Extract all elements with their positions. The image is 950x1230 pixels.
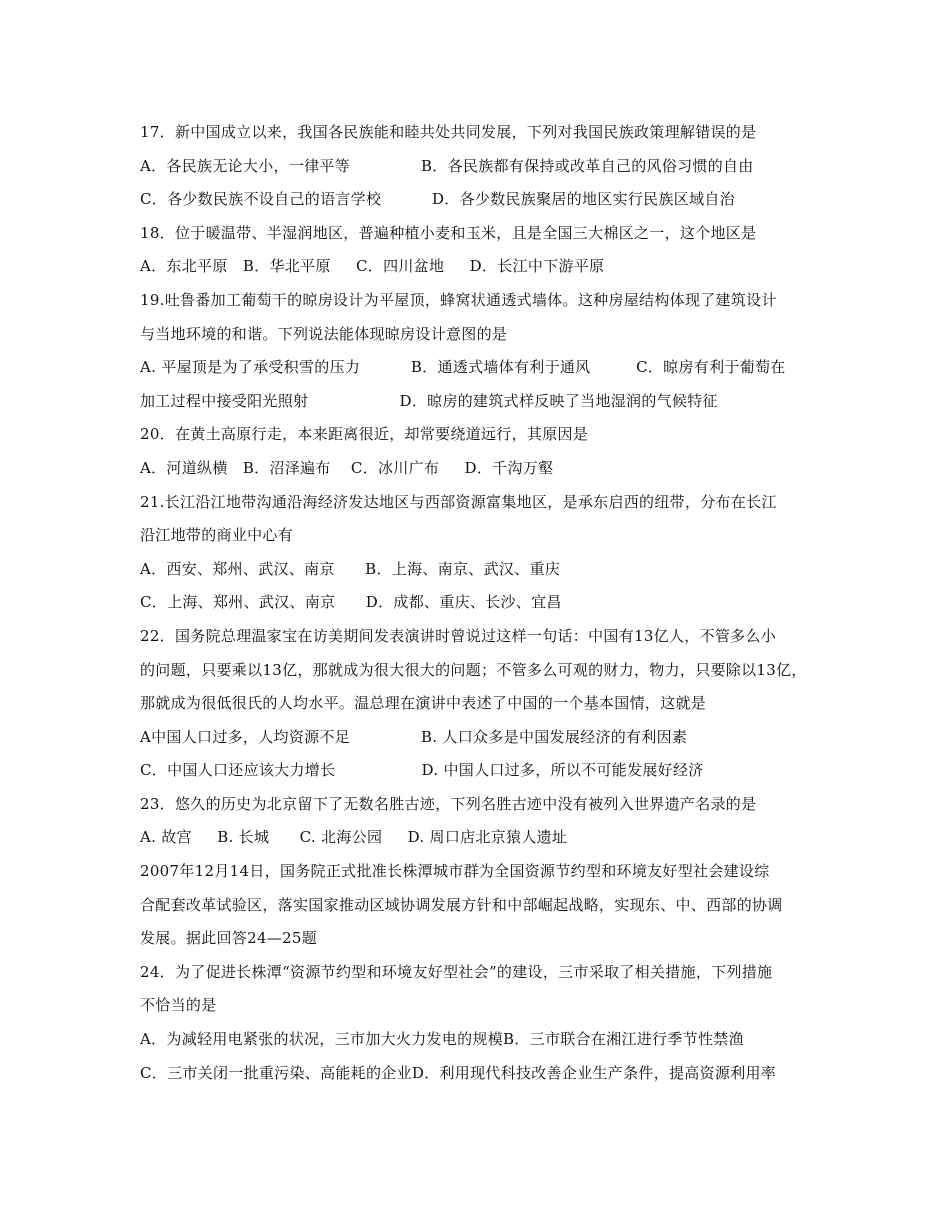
- q19-options-line1: A. 平屋顶是为了承受积雪的压力 B．通透式墙体有利于通风 C．晾房有利于葡萄在: [140, 358, 786, 377]
- q24-stem-line1: 24．为了促进长株潭“资源节约型和环境友好型社会”的建设，三市采取了相关措施，下列措施: [140, 962, 773, 981]
- q21-options-cd: C．上海、郑州、武汉、南京 D．成都、重庆、长沙、宜昌: [140, 593, 562, 612]
- q20-options: A．河道纵横 B．沼泽遍布 C．冰川广布 D．千沟万壑: [140, 458, 554, 477]
- passage-line1: 2007年12月14日，国务院正式批准长株潭城市群为全国资源节约型和环境友好型社会建设综: [140, 862, 770, 881]
- q17-options-cd: C．各少数民族不设自己的语言学校 D．各少数民族聚居的地区实行民族区域自治: [140, 190, 735, 209]
- q17-stem: 17．新中国成立以来，我国各民族能和睦共处共同发展，下列对我国民族政策理解错误的是: [140, 123, 757, 141]
- q19-stem-line2: 与当地环境的和谐。下列说法能体现晾房设计意图的是: [140, 324, 508, 343]
- q22-options-cd: C．中国人口还应该大力增长 D. 中国人口过多，所以不可能发展好经济: [140, 761, 704, 780]
- q23-stem: 23．悠久的历史为北京留下了无数名胜古迹，下列名胜古迹中没有被列入世界遗产名录的是: [140, 794, 757, 813]
- q24-options-cd: C．三市关闭一批重污染、高能耗的企业D．利用现代科技改善企业生产条件，提高资源利用率: [140, 1063, 777, 1082]
- q20-stem: 20．在黄土高原行走，本来距离很近，却常要绕道远行，其原因是: [140, 425, 589, 444]
- q24-options-ab: A．为减轻用电紧张的状况，三市加大火力发电的规模B．三市联合在湘江进行季节性禁渔: [140, 1030, 744, 1049]
- passage-line3: 发展。据此回答24—25题: [140, 929, 318, 948]
- q18-stem: 18．位于暖温带、半湿润地区，普遍种植小麦和玉米，且是全国三大棉区之一，这个地区是: [140, 223, 757, 242]
- q21-stem-line2: 沿江地带的商业中心有: [140, 526, 294, 545]
- q18-options: A．东北平原 B．华北平原 C．四川盆地 D．长江中下游平原: [140, 257, 605, 276]
- q22-options-ab: A中国人口过多，人均资源不足 B. 人口众多是中国发展经济的有利因素: [140, 727, 688, 746]
- q22-stem-line3: 那就成为很低很氏的人均水平。温总理在演讲中表述了中国的一个基本国情，这就是: [140, 694, 707, 713]
- q21-stem-line1: 21.长江沿江地带沟通沿海经济发达地区与西部资源富集地区，是承东启西的纽带，分布在长江: [140, 492, 777, 511]
- passage-line2: 合配套改革试验区，落实国家推动区域协调发展方针和中部崛起战略，实现东、中、西部的协调: [140, 895, 783, 914]
- q22-stem-line2: 的问题，只要乘以13亿，那就成为很大很大的问题；不管多么可观的财力，物力，只要除以13亿，: [140, 660, 807, 679]
- exam-page: [140, 116, 820, 1090]
- q17-options-ab: A．各民族无论大小，一律平等 B．各民族都有保持或改革自己的风俗习惯的自由: [140, 156, 754, 175]
- q24-stem-line2: 不恰当的是: [140, 996, 217, 1015]
- q19-stem-line1: 19.吐鲁番加工葡萄干的晾房设计为平屋顶，蜂窝状通透式墙体。这种房屋结构体现了建筑设计: [140, 290, 777, 309]
- q23-options: A. 故宫 B. 长城 C. 北海公园 D. 周口店北京猿人遗址: [140, 828, 568, 847]
- q21-options-ab: A．西安、郑州、武汉、南京 B．上海、南京、武汉、重庆: [140, 559, 561, 578]
- q22-stem-line1: 22．国务院总理温家宝在访美期间发表演讲时曾说过这样一句话：中国有13亿人，不管多么小: [140, 626, 777, 645]
- q19-options-line2: 加工过程中接受阳光照射 D．晾房的建筑式样反映了当地湿润的气候特征: [140, 391, 718, 410]
